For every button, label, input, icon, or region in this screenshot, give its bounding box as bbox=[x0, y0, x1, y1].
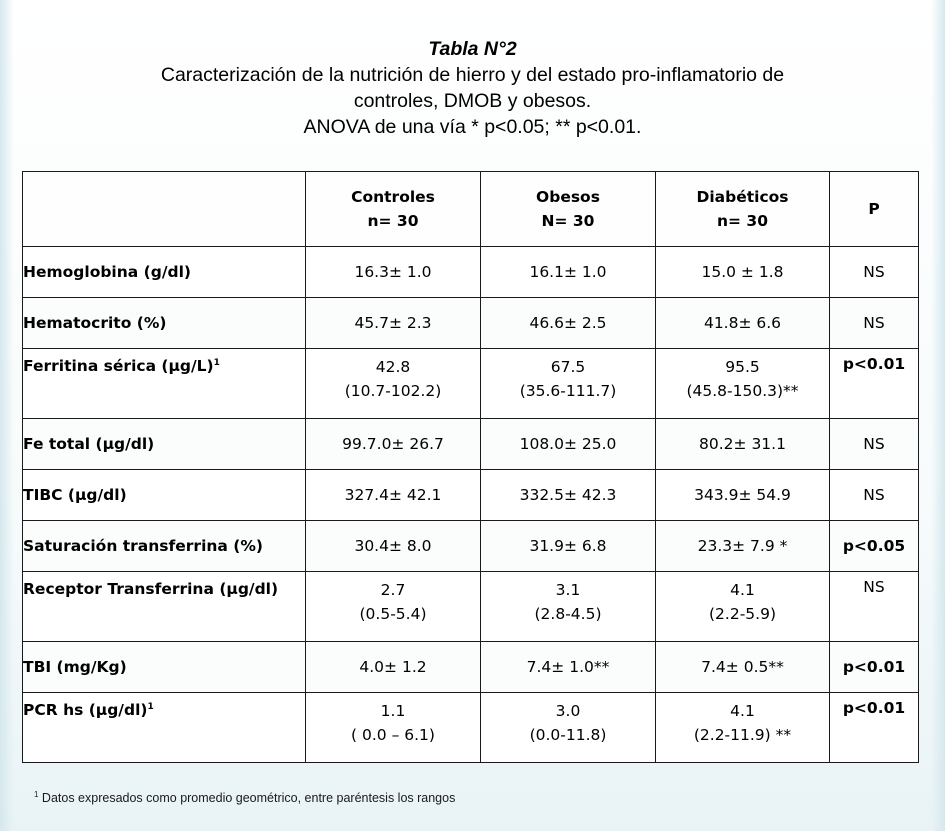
cell-controles: 16.3± 1.0 bbox=[306, 247, 481, 298]
cell-p: p<0.05 bbox=[830, 521, 919, 572]
cell-diabeticos: 15.0 ± 1.8 bbox=[656, 247, 830, 298]
cell-p: p<0.01 bbox=[830, 642, 919, 693]
cell-controles bbox=[306, 693, 481, 763]
cell-value: 4.1 bbox=[730, 581, 755, 599]
header-diabeticos-label: Diabéticos bbox=[696, 188, 789, 206]
cell-range: (45.8-150.3)** bbox=[686, 382, 799, 400]
table-row bbox=[23, 693, 919, 763]
row-label bbox=[23, 693, 306, 763]
header-controles-n: n= 30 bbox=[367, 212, 419, 230]
row-label: TIBC (µg/dl) bbox=[23, 470, 306, 521]
cell-obesos bbox=[481, 693, 656, 763]
cell-diabeticos bbox=[656, 349, 830, 419]
row-label: TBI (mg/Kg) bbox=[23, 642, 306, 693]
cell-obesos: 31.9± 6.8 bbox=[481, 521, 656, 572]
cell-obesos: 46.6± 2.5 bbox=[481, 298, 656, 349]
footnote-marker: 1 bbox=[213, 357, 220, 368]
row-label-text: PCR hs (µg/dl) bbox=[23, 701, 148, 719]
row-label bbox=[23, 349, 306, 419]
row-label-text: Ferritina sérica (µg/L) bbox=[23, 357, 214, 375]
cell-controles: 327.4± 42.1 bbox=[306, 470, 481, 521]
cell-diabeticos bbox=[656, 693, 830, 763]
cell-p: p<0.01 bbox=[830, 349, 919, 419]
header-p: P bbox=[830, 172, 919, 247]
row-label: Hematocrito (%) bbox=[23, 298, 306, 349]
footnote-marker: 1 bbox=[147, 701, 154, 712]
cell-controles: 30.4± 8.0 bbox=[306, 521, 481, 572]
title-line-2: controles, DMOB y obesos. bbox=[353, 90, 592, 112]
cell-controles bbox=[306, 572, 481, 642]
cell-p: NS bbox=[830, 298, 919, 349]
cell-diabeticos: 41.8± 6.6 bbox=[656, 298, 830, 349]
cell-range: (2.2-5.9) bbox=[709, 605, 776, 623]
cell-range: (35.6-111.7) bbox=[519, 382, 617, 400]
table-row bbox=[23, 642, 919, 693]
cell-value: 2.7 bbox=[380, 581, 406, 599]
cell-value: 67.5 bbox=[550, 358, 586, 376]
cell-obesos: 16.1± 1.0 bbox=[481, 247, 656, 298]
table-row bbox=[23, 470, 919, 521]
cell-obesos: 7.4± 1.0** bbox=[481, 642, 656, 693]
header-row bbox=[23, 172, 919, 247]
footnote-sup: 1 bbox=[34, 790, 39, 799]
header-diabeticos bbox=[656, 172, 830, 247]
row-label: Saturación transferrina (%) bbox=[23, 521, 306, 572]
cell-controles bbox=[306, 349, 481, 419]
cell-range: (0.0-11.8) bbox=[529, 726, 607, 744]
cell-value: 1.1 bbox=[380, 702, 406, 720]
header-obesos bbox=[481, 172, 656, 247]
header-diabeticos-n: n= 30 bbox=[717, 212, 768, 230]
header-obesos-label: Obesos bbox=[536, 188, 600, 206]
footnote-text: Datos expresados como promedio geométrico, entre paréntesis los rangos bbox=[38, 791, 456, 806]
cell-range: (2.2-11.9) ** bbox=[693, 726, 792, 744]
header-controles-label: Controles bbox=[351, 188, 435, 206]
cell-controles: 45.7± 2.3 bbox=[306, 298, 481, 349]
table-row bbox=[23, 521, 919, 572]
cell-controles: 99.7.0± 26.7 bbox=[306, 419, 481, 470]
footnote bbox=[34, 790, 455, 805]
cell-value: 95.5 bbox=[725, 358, 760, 376]
table-row bbox=[23, 298, 919, 349]
data-table bbox=[22, 171, 919, 763]
cell-controles: 4.0± 1.2 bbox=[306, 642, 481, 693]
table-row bbox=[23, 572, 919, 642]
table-row bbox=[23, 419, 919, 470]
cell-obesos: 332.5± 42.3 bbox=[481, 470, 656, 521]
cell-value: 42.8 bbox=[375, 358, 411, 376]
row-label: Receptor Transferrina (µg/dl) bbox=[23, 572, 306, 642]
row-label: Fe total (µg/dl) bbox=[23, 419, 306, 470]
cell-p: p<0.01 bbox=[830, 693, 919, 763]
cell-obesos bbox=[481, 349, 656, 419]
cell-value: 3.0 bbox=[555, 702, 581, 720]
cell-p: NS bbox=[830, 572, 919, 642]
cell-value: 3.1 bbox=[555, 581, 581, 599]
cell-p: NS bbox=[830, 470, 919, 521]
cell-diabeticos: 80.2± 31.1 bbox=[656, 419, 830, 470]
header-controles bbox=[306, 172, 481, 247]
title-block bbox=[0, 36, 945, 140]
cell-obesos: 108.0± 25.0 bbox=[481, 419, 656, 470]
cell-value: 4.1 bbox=[730, 702, 755, 720]
cell-range: (10.7-102.2) bbox=[344, 382, 442, 400]
header-empty-cell bbox=[23, 172, 306, 247]
cell-diabeticos bbox=[656, 572, 830, 642]
title-line-1: Caracterización de la nutrición de hierro y del estado pro-inflamatorio de bbox=[160, 64, 785, 86]
cell-range: ( 0.0 – 6.1) bbox=[351, 726, 435, 744]
header-obesos-n: N= 30 bbox=[541, 212, 595, 230]
title-line-3: ANOVA de una vía * p<0.05; ** p<0.01. bbox=[303, 116, 642, 138]
cell-p: NS bbox=[830, 247, 919, 298]
table-row bbox=[23, 247, 919, 298]
row-label: Hemoglobina (g/dl) bbox=[23, 247, 306, 298]
cell-obesos bbox=[481, 572, 656, 642]
cell-diabeticos: 7.4± 0.5** bbox=[656, 642, 830, 693]
cell-diabeticos: 343.9± 54.9 bbox=[656, 470, 830, 521]
cell-diabeticos: 23.3± 7.9 * bbox=[656, 521, 830, 572]
cell-range: (0.5-5.4) bbox=[359, 605, 427, 623]
table-title: Tabla N°2 bbox=[428, 38, 517, 60]
cell-range: (2.8-4.5) bbox=[534, 605, 602, 623]
table-row bbox=[23, 349, 919, 419]
cell-p: NS bbox=[830, 419, 919, 470]
